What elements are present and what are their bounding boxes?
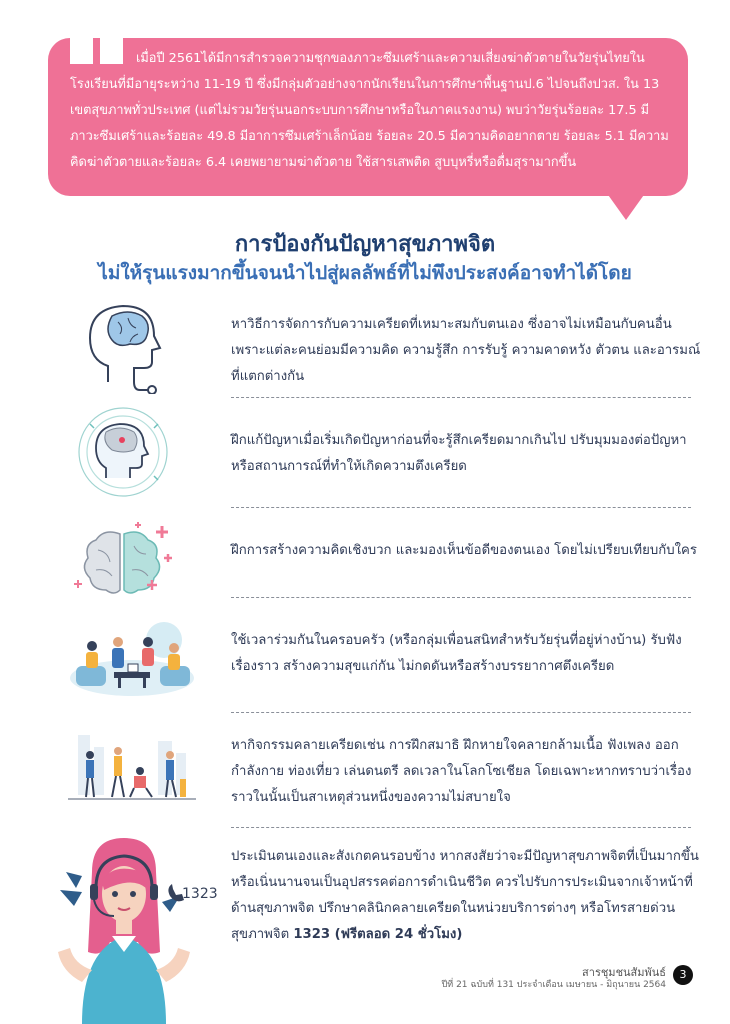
section-subtitle: ไม่ให้รุนแรงมากขึ้นจนนำไปสู่ผลลัพธ์ที่ไม่พึงประสงค์อาจทำได้โดย <box>98 262 632 284</box>
page-number: 3 <box>673 965 693 985</box>
item-text: หาวิธีการจัดการกับความเครียดที่เหมาะสมกับตนเอง ซึ่งอาจไม่เหมือนกับคนอื่น เพราะแต่ละคนย่อมมีความคิด ความรู้สึก การรับรู้ ความคาดหวัง ตัวตน และอารมณ์ที่แตกต่างกัน <box>231 317 701 384</box>
family-group-icon <box>68 616 196 698</box>
activities-icon <box>68 721 196 803</box>
divider <box>231 827 691 828</box>
item-text <box>231 844 701 948</box>
divider <box>231 597 691 598</box>
divider <box>231 507 691 508</box>
item-text: ฝึกแก้ปัญหาเมื่อเริ่มเกิดปัญหาก่อนที่จะรู้สึกเครียดมากเกินไป ปรับมุมมองต่อปัญหาหรือสถานการณ์ที่ทำให้เกิดความตึงเครียด <box>231 433 687 474</box>
quote-bubble-tail <box>606 192 646 220</box>
item-text: หากิจกรรมคลายเครียดเช่น การฝึกสมาธิ ฝึกหายใจคลายกล้ามเนื้อ ฟังเพลง ออกกำลังกาย ท่องเที่ยว เล่นดนตรี ลดเวลาในโลกโซเชียล โดยเฉพาะหากทราบว่าเรื่องราวในนั้นเป็นสาเหตุส่วนหนึ่งของความไม่สบายใจ <box>231 738 692 805</box>
item-text: ฝึกการสร้างความคิดเชิงบวก และมองเห็นข้อดีของตนเอง โดยไม่เปรียบเทียบกับใคร <box>231 543 697 558</box>
hotline-number-label: 1323 <box>182 886 218 902</box>
issue-info: ปีที่ 21 ฉบับที่ 131 ประจำเดือน เมษายน - มิถุนายน 2564 <box>441 980 666 990</box>
section-title: การป้องกันปัญหาสุขภาพจิต <box>234 232 496 257</box>
brain-target-icon <box>68 404 178 500</box>
item-text-main: ประเมินตนเองและสังเกตคนรอบข้าง หากสงสัยว่าจะมีปัญหาสุขภาพจิตที่เป็นมากขึ้น หรือเนิ่นนานจนเป็นอุปสรรคต่อการดำเนินชีวิต ควรไปรับการประเมินจากเจ้าหน้าที่ด้านสุขภาพจิต ปรึกษาคลินิกคลายเครียดในหน่วยบริการต่างๆ หรือโทรสายด่วนสุขภาพจิต <box>231 849 699 942</box>
divider <box>231 397 691 398</box>
item-text: ใช้เวลาร่วมกันในครอบครัว (หรือกลุ่มเพื่อนสนิทสำหรับวัยรุ่นที่อยู่ห่างบ้าน) รับฟังเรื่องราว สร้างความสุขแก่กัน ไม่กดดันหรือสร้างบรรยากาศตึงเครียด <box>231 633 682 674</box>
divider <box>231 712 691 713</box>
hotline-bold-text: 1323 (ฟรีตลอด 24 ชั่วโมง) <box>293 927 463 942</box>
brain-plus-icon <box>68 518 178 604</box>
head-brain-icon <box>68 294 178 394</box>
quote-text: เมื่อปี 2561ได้มีการสำรวจความชุกของภาวะซึมเศร้าและความเสี่ยงฆ่าตัวตายในวัยรุ่นไทยในโรงเรียนที่มีอายุระหว่าง 11-19 ปี ซึ่งมีกลุ่มตัวอย่างจากนักเรียนในการศึกษาพื้นฐานป.6 ไปจนถึงปวส. ใน 13 เขตสุขภาพทั่วประเทศ (แต่ไม่รวมวัยรุ่นนอกระบบการศึกษาหรือในภาคแรงงาน) พบว่าวัยรุ่นร้อยละ 17.5 มีภาวะซึมเศร้าและร้อยละ 49.8 มีอาการซึมเศร้าเล็กน้อย ร้อยละ 20.5 มีความคิดอยากตาย ร้อยละ 5.1 มีความคิดฆ่าตัวตายและร้อยละ 6.4 เคยพยายามฆ่าตัวตาย ใช้สารเสพติด สูบบุหรี่หรือดื่มสุรามากขึ้น <box>70 51 669 170</box>
hotline-operator-icon <box>52 832 222 1024</box>
magazine-name: สารชุมชนสัมพันธ์ <box>582 966 666 979</box>
